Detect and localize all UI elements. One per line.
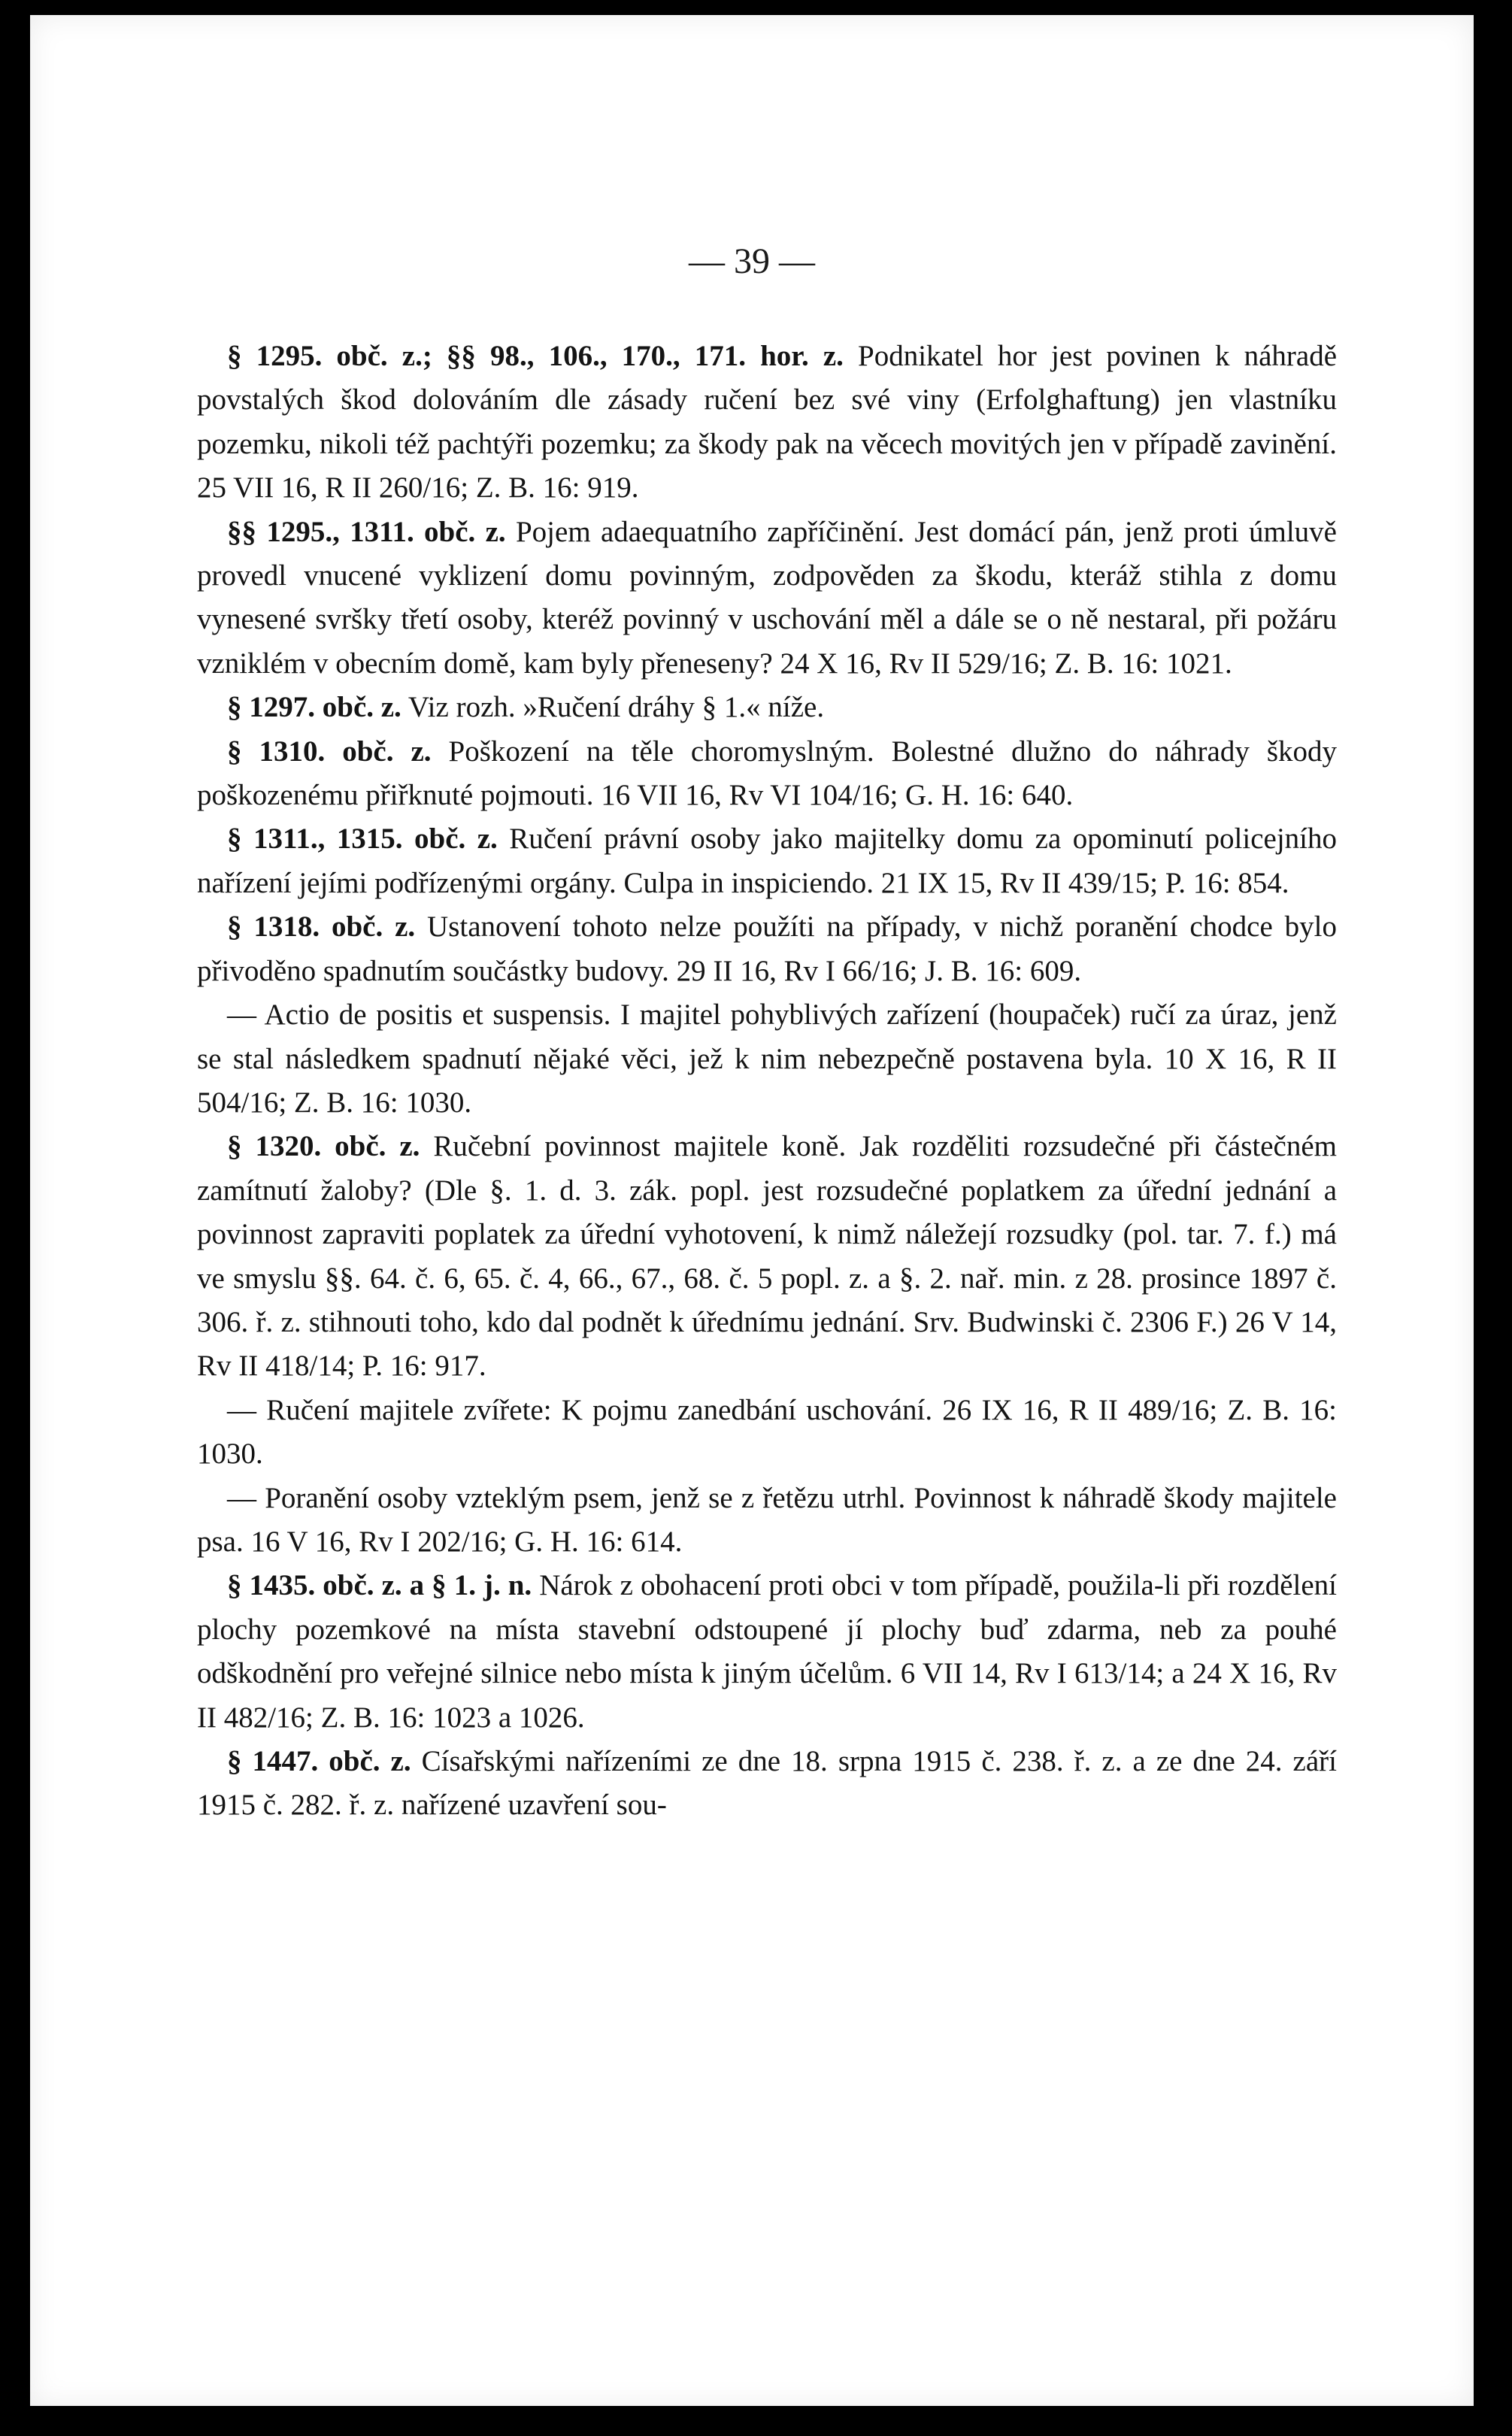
paragraph-text: — Ručení majitele zvířete: K pojmu zanedbání uschování. 26 IX 16, R II 489/16; Z. B. 16: 1030.: [197, 1393, 1337, 1471]
section-reference: § 1320. obč. z.: [227, 1130, 420, 1163]
section-reference: § 1295. obč. z.; §§ 98., 106., 170., 171. hor. z.: [227, 340, 844, 372]
paragraph-2: [197, 511, 1337, 686]
paragraph-3: [197, 686, 1337, 729]
page-text: [197, 335, 1337, 1828]
paragraph-text: Podnikatel hor jest povinen k náhradě povstalých škod dolováním dle zásady ručení bez své viny (Erfolghaftung) jen vlastníku pozemku, nikoli též pachtýři pozemku; za škody pak na věcech movitých jen v případě zavinění. 25 VII 16, R II 260/16; Z. B. 16: 919.: [197, 340, 1338, 504]
page-number: — 39 —: [689, 241, 815, 281]
paragraph-6: [197, 905, 1337, 993]
paragraph-9: [197, 1389, 1337, 1477]
paragraph-text: Ručební povinnost majitele koně. Jak rozděliti rozsudečné při částečném zamítnutí žaloby? (Dle §. 1. d. 3. zák. popl. jest rozsudečné poplatkem za úřední jednání a povinnost zapraviti poplatek za úřední vyhotovení, k nimž náležejí rozsudky (pol. tar. 7. f.) má ve smyslu §§. 64. č. 6, 65. č. 4, 66., 67., 68. č. 5 popl. z. a §. 2. nař. min. z 28. prosince 1897 č. 306. ř. z. stihnouti toho, kdo dal podnět k úřednímu jednání. Srv. Budwinski č. 2306 F.) 26 V 14, Rv II 418/14; P. 16: 917.: [197, 1130, 1338, 1383]
paragraph-text: — Poranění osoby vzteklým psem, jenž se z řetězu utrhl. Povinnost k náhradě škody majitele psa. 16 V 16, Rv I 202/16; G. H. 16: 614.: [197, 1481, 1337, 1558]
section-reference: § 1318. obč. z.: [227, 910, 416, 944]
section-reference: § 1447. obč. z.: [227, 1745, 411, 1777]
paragraph-7: [197, 993, 1337, 1125]
paragraph-text: Nárok z obohacení proti obci v tom případě, použila-li při rozdělení plochy pozemkové na místa stavební odstoupené jí plochy buď zdarma, neb za pouhé odškodnění pro veřejné silnice nebo místa k jiným účelům. 6 VII 14, Rv I 613/14; a 24 X 16, Rv II 482/16; Z. B. 16: 1023 a 1026.: [197, 1569, 1337, 1734]
paragraph-4: [197, 730, 1337, 818]
paragraph-text: Ustanovení tohoto nelze použíti na případy, v nichž poranění chodce bylo přivoděno spadnutím součástky budovy. 29 II 16, Rv I 66/16; J. B. 16: 609.: [197, 910, 1337, 987]
section-reference: § 1310. obč. z.: [227, 735, 432, 768]
book-page: [30, 15, 1474, 2406]
paragraph-10: [197, 1477, 1337, 1565]
section-reference: § 1311., 1315. obč. z.: [227, 823, 498, 856]
paragraph-text: Viz rozh. »Ručení dráhy § 1.« níže.: [401, 691, 825, 724]
paragraph-text: Císařskými nařízeními ze dne 18. srpna 1915 č. 238. ř. z. a ze dne 24. září 1915 č. 282. ř. z. nařízené uzavření sou-: [197, 1745, 1337, 1822]
paragraph-5: [197, 817, 1337, 905]
section-reference: § 1435. obč. z. a § 1. j. n.: [227, 1569, 532, 1602]
paragraph-text: Pojem adaequatního zapříčinění. Jest domácí pán, jenž proti úmluvě provedl vnucené vyklizení domu povinným, zodpověden za škodu, kteráž stihla z domu vynesené svršky třetí osoby, kteréž povinný v uschování měl a dále se o ně nestaral, při požáru vzniklém v obecním domě, kam byly přeneseny? 24 X 16, Rv II 529/16; Z. B. 16: 1021.: [197, 515, 1337, 680]
paragraph-text: — Actio de positis et suspensis. I majitel pohyblivých zařízení (houpaček) ručí za úraz, jenž se stal následkem spadnutí nějaké věci, jež k nim nebezpečně postavena byla. 10 X 16, R II 504/16; Z. B. 16: 1030.: [197, 998, 1337, 1119]
paragraph-11: [197, 1564, 1337, 1740]
section-reference: §§ 1295., 1311. obč. z.: [227, 515, 506, 548]
paragraph-8: [197, 1125, 1337, 1388]
section-reference: § 1297. obč. z.: [227, 691, 401, 724]
paragraph-1: [197, 335, 1337, 511]
paragraph-12: [197, 1740, 1337, 1828]
paragraph-text: Ručení právní osoby jako majitelky domu za opominutí policejního nařízení jejími podřízenými orgány. Culpa in inspiciendo. 21 IX 15, Rv II 439/15; P. 16: 854.: [197, 823, 1337, 899]
paragraph-text: Poškození na těle choromyslným. Bolestné dlužno do náhrady škody poškozenému přiřknuté pojmouti. 16 VII 16, Rv VI 104/16; G. H. 16: 640.: [197, 735, 1337, 812]
